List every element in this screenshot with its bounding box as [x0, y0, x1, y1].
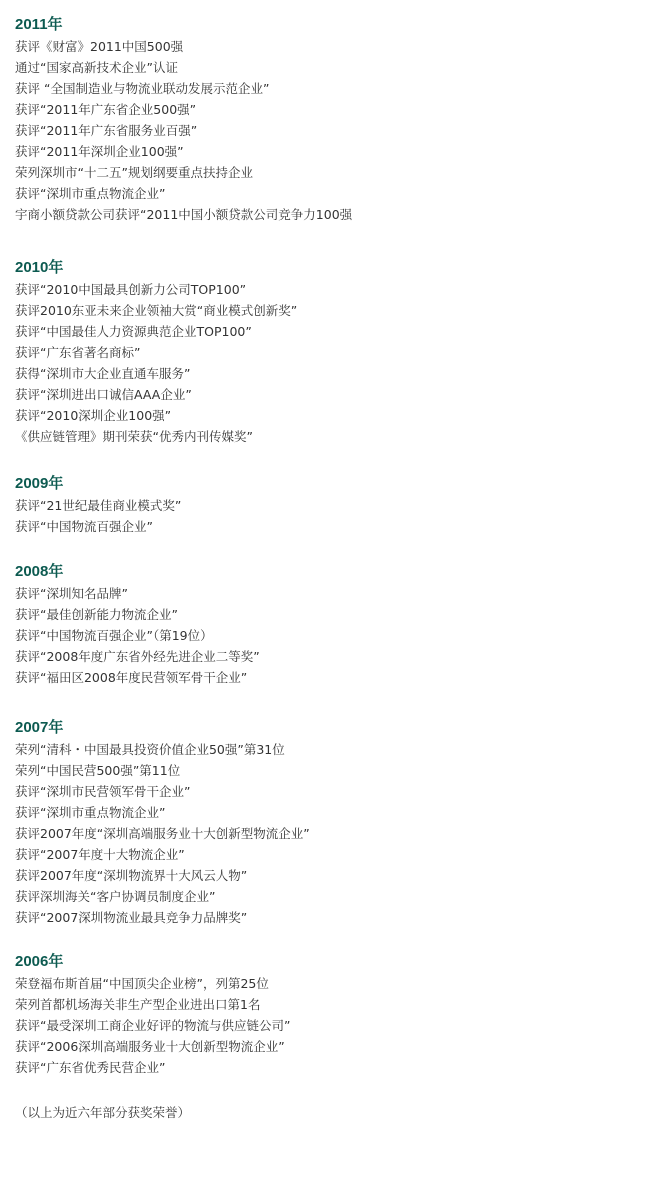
section-2009 [15, 473, 655, 537]
list-item: 获评“2011年广东省企业500强” [15, 102, 197, 117]
list-item: 获评“2010深圳企业100强” [15, 408, 172, 423]
list-item: 获评“深圳市民营领军骨干企业” [15, 784, 191, 799]
section-2008 [15, 561, 655, 688]
list-item: 获评“中国最佳人力资源典范企业TOP100” [15, 324, 252, 339]
list-item: 获评2007年度“深圳物流界十大风云人物” [15, 868, 248, 883]
list-item: 获评“2010中国最具创新力公司TOP100” [15, 282, 247, 297]
list-item: 获评“深圳市重点物流企业” [15, 186, 166, 201]
list-item: 获评“福田区2008年度民营领军骨干企业” [15, 670, 248, 685]
list-item: 获评“2011年广东省服务业百强” [15, 123, 198, 138]
section-2010 [15, 257, 655, 447]
list-item: 获评“深圳市重点物流企业” [15, 805, 166, 820]
list-item: 荣列首都机场海关非生产型企业进出口第1名 [15, 997, 261, 1012]
list-item: 《供应链管理》期刊荣获“优秀内刊传媒奖” [15, 429, 253, 444]
year-heading: 2008年 [15, 563, 64, 580]
list-item: 获评“广东省著名商标” [15, 345, 141, 360]
list-item: 荣列深圳市“十二五”规划纲要重点扶持企业 [15, 165, 253, 180]
list-item: 荣登福布斯首届“中国顶尖企业榜”，列第25位 [15, 976, 269, 991]
list-item: 获评“广东省优秀民营企业” [15, 1060, 166, 1075]
list-item: 获评2007年度“深圳高端服务业十大创新型物流企业” [15, 826, 310, 841]
honor-list [15, 495, 655, 537]
list-item: 获评《财富》2011中国500强 [15, 39, 184, 54]
list-item: 获评“2006深圳高端服务业十大创新型物流企业” [15, 1039, 285, 1054]
list-item: 获评“2007深圳物流业最具竞争力品牌奖” [15, 910, 248, 925]
list-item: 获评“最受深圳工商企业好评的物流与供应链公司” [15, 1018, 291, 1033]
list-item: 荣列“清科・中国最具投资价值企业50强”第31位 [15, 742, 285, 757]
section-2006 [15, 951, 655, 1078]
list-item: 荣列“中国民营500强”第11位 [15, 763, 181, 778]
list-item: 通过“国家高新技术企业”认证 [15, 60, 178, 75]
honor-list [15, 36, 655, 225]
list-item: 获评“2007年度十大物流企业” [15, 847, 185, 862]
section-2007 [15, 717, 655, 928]
list-item: 获评“深圳进出口诚信AAA企业” [15, 387, 192, 402]
list-item: 获评2010东亚未来企业领袖大赏“商业模式创新奖” [15, 303, 298, 318]
list-item: 获评深圳海关“客户协调员制度企业” [15, 889, 216, 904]
year-heading: 2011年 [15, 16, 63, 33]
list-item: 获评“深圳知名品牌” [15, 586, 128, 601]
list-item: 获评“中国物流百强企业”（第19位） [15, 628, 213, 643]
list-item: 获评“最佳创新能力物流企业” [15, 607, 178, 622]
year-heading: 2009年 [15, 475, 64, 492]
footnote: （以上为近六年部分获奖荣誉） [15, 1105, 191, 1120]
year-heading: 2010年 [15, 259, 64, 276]
year-heading: 2007年 [15, 719, 64, 736]
list-item: 获评“21世纪最佳商业模式奖” [15, 498, 182, 513]
section-2011 [15, 14, 655, 225]
list-item: 宇商小额贷款公司获评“2011中国小额贷款公司竞争力100强 [15, 207, 353, 222]
list-item: 获评 “全国制造业与物流业联动发展示范企业” [15, 81, 270, 96]
honor-list [15, 583, 655, 688]
list-item: 获评“2008年度广东省外经先进企业二等奖” [15, 649, 260, 664]
list-item: 获得“深圳市大企业直通车服务” [15, 366, 191, 381]
list-item: 获评“2011年深圳企业100强” [15, 144, 184, 159]
honor-list [15, 739, 655, 928]
honor-list [15, 279, 655, 447]
list-item: 获评“中国物流百强企业” [15, 519, 153, 534]
honor-list [15, 973, 655, 1078]
year-heading: 2006年 [15, 953, 64, 970]
